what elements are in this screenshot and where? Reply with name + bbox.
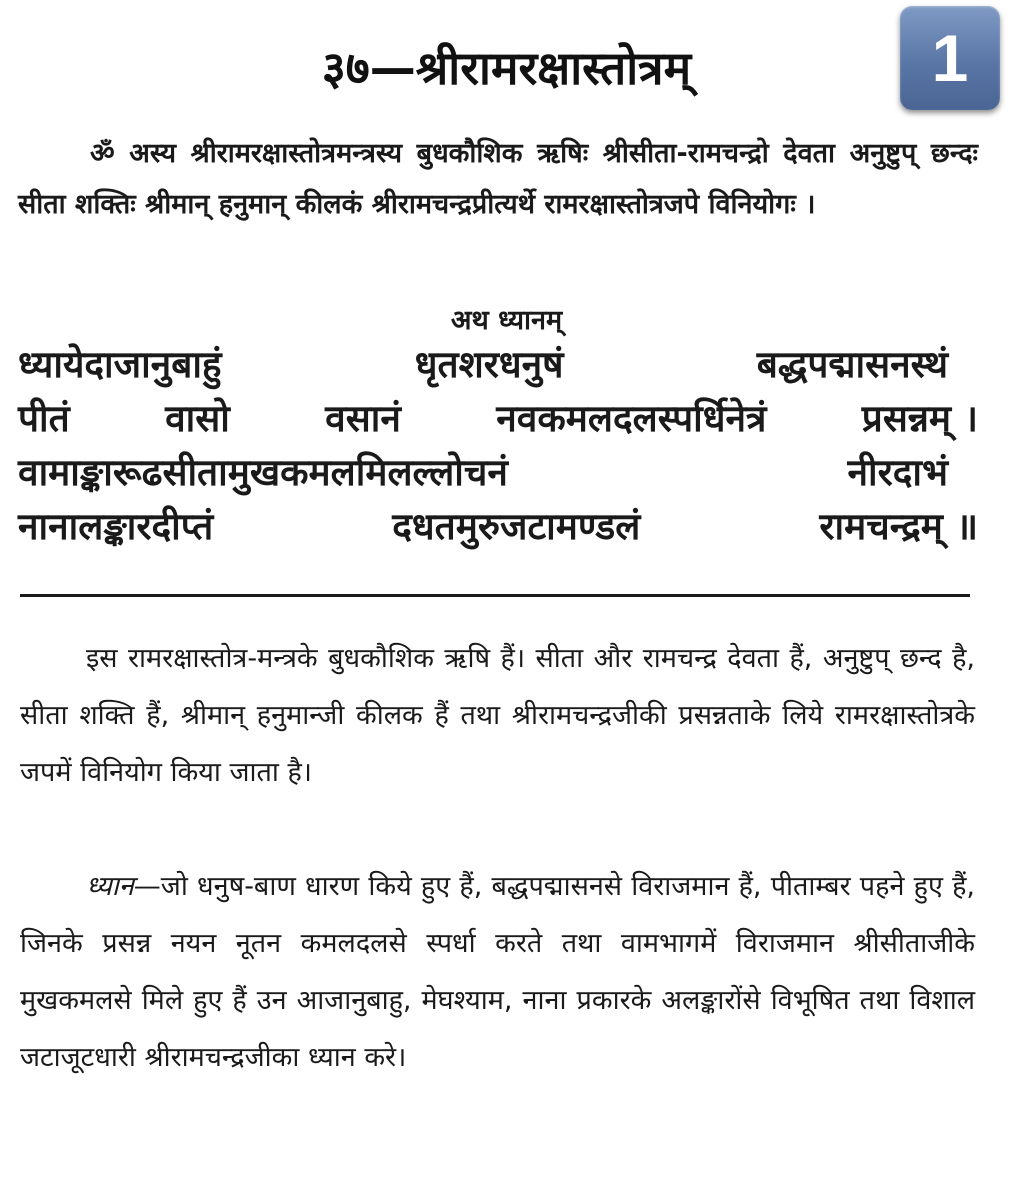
verse-word: नीरदाभं [847, 450, 948, 494]
verse-word: वासो [165, 396, 230, 440]
verse-word: ध्यायेदाजानुबाहुं [18, 342, 222, 386]
page-number-badge: 1 [900, 6, 1000, 110]
page-title: ३७—श्रीरामरक्षास्तोत्रम् [321, 41, 692, 95]
verse-word: धृतशरधनुषं [414, 342, 564, 386]
verse-word: नवकमलदलस्पर्धिनेत्रं [496, 396, 767, 440]
viniyoga-paragraph: ॐ अस्य श्रीरामरक्षास्तोत्रमन्त्रस्य बुधकौशिक ऋषिः श्रीसीता-रामचन्द्रो देवता अनुष्टुप् छन्दः सीता शक्तिः श्रीमान् हनुमान् कीलकं श्रीरामचन्द्रप्रीत्यर्थे रामरक्षास्तोत्रजपे विनियोगः । [18, 138, 978, 220]
verse-word: नानालङ्कारदीप्तं [18, 504, 214, 548]
verse-word: रामचन्द्रम् ॥ [819, 504, 978, 548]
verse-word: वसानं [325, 396, 401, 440]
verse-line-2 [18, 389, 978, 443]
translation-paragraph-2 [20, 858, 975, 1086]
horizontal-rule [20, 594, 970, 597]
verse-word: पीतं [18, 396, 70, 440]
verse-line-3 [18, 443, 978, 497]
verse-line-4 [18, 497, 978, 551]
dhyana-description: —जो धनुष-बाण धारण किये हुए हैं, बद्धपद्मासनसे विराजमान हैं, पीताम्बर पहने हुए हैं, जिनके प्रसन्न नयन नूतन कमलदलसे स्पर्धा करते तथा वामभागमें विराजमान श्रीसीताजीके मुखकमलसे मिले हुए हैं उन आजानुबाहु, मेघश्याम, नाना प्रकारके अलङ्कारोंसे विभूषित तथा विशाल जटाजूटधारी श्रीरामचन्द्रजीका ध्यान करे। [20, 871, 975, 1073]
dhyana-label: ध्यान [86, 871, 134, 902]
verse-word: बद्धपद्मासनस्थं [756, 342, 948, 386]
verse-line-1 [18, 335, 978, 389]
dhyana-heading: अथ ध्यानम् [450, 305, 563, 336]
verse-word: प्रसन्नम् । [861, 396, 978, 440]
verse-word: वामाङ्कारूढसीतामुखकमलमिलल्लोचनं [18, 450, 508, 494]
verse-word: दधतमुरुजटामण्डलं [392, 504, 641, 548]
translation-paragraph-1: इस रामरक्षास्तोत्र-मन्त्रके बुधकौशिक ऋषि हैं। सीता और रामचन्द्र देवता हैं, अनुष्टुप् छन्द है, सीता शक्ति हैं, श्रीमान् हनुमान्जी कीलक हैं तथा श्रीरामचन्द्रजीकी प्रसन्नताके लिये रामरक्षास्तोत्रके जपमें विनियोग किया जाता है। [20, 643, 975, 788]
